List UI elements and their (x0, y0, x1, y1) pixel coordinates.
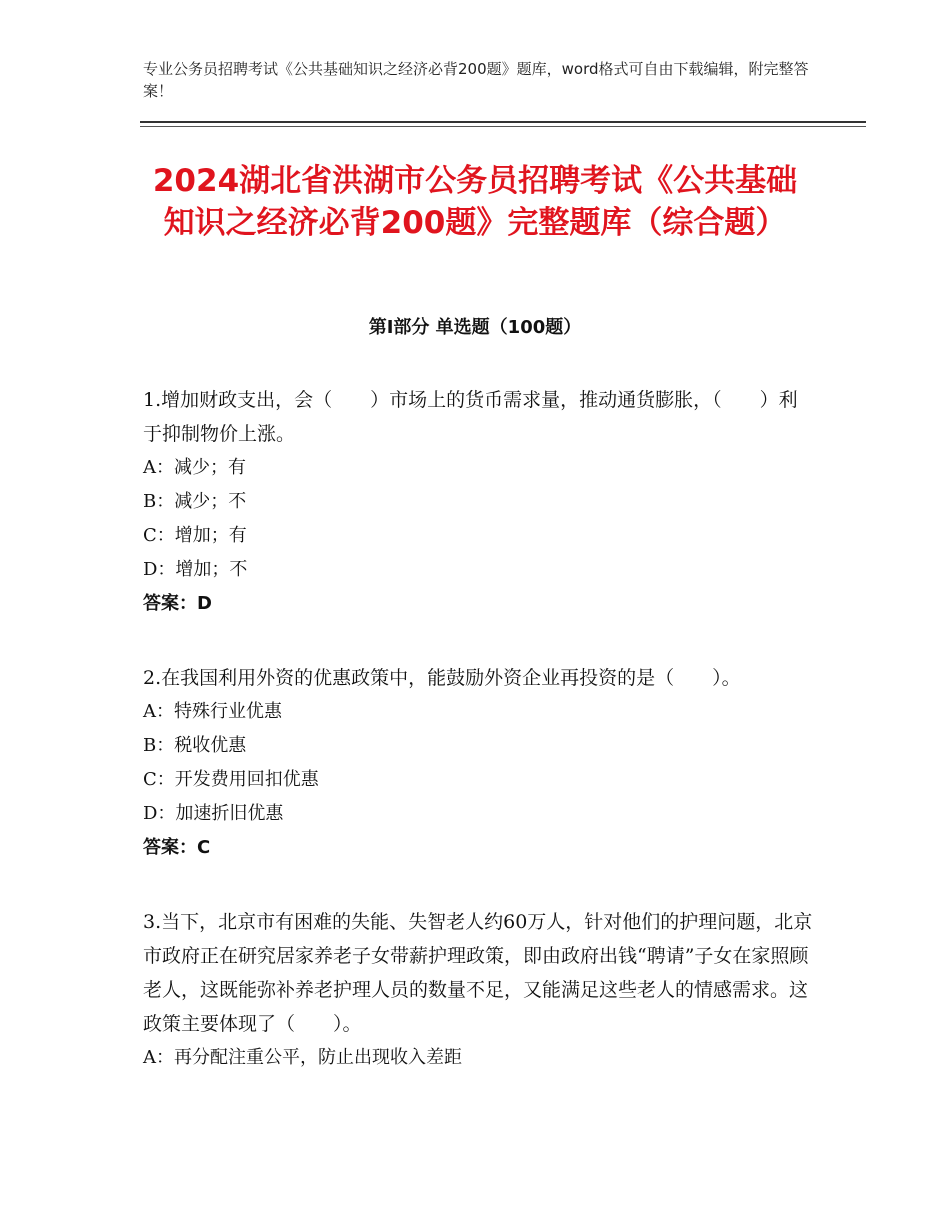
question-1 (143, 383, 813, 621)
question-stem: 2.在我国利用外资的优惠政策中，能鼓励外资企业再投资的是（ ）。 (143, 667, 741, 689)
option-c: C：增加；有 (143, 525, 247, 546)
document-title: 2024湖北省洪湖市公务员招聘考试《公共基础知识之经济必背200题》完整题库（综合题） (152, 163, 798, 241)
answer: 答案：D (143, 593, 212, 614)
option-c: C：开发费用回扣优惠 (143, 769, 319, 790)
header-rule-thin (140, 126, 866, 127)
option-d: D：加速折旧优惠 (143, 803, 284, 824)
option-b: B：减少；不 (143, 491, 247, 512)
option-a: A：特殊行业优惠 (143, 701, 282, 722)
option-d: D：增加；不 (143, 559, 248, 580)
header-rule-thick (140, 121, 866, 123)
answer: 答案：C (143, 837, 211, 858)
option-b: B：税收优惠 (143, 735, 247, 756)
question-stem: 3.当下，北京市有困难的失能、失智老人约60万人，针对他们的护理问题，北京市政府正在研究居家养老子女带薪护理政策，即由政府出钱“聘请”子女在家照顾老人，这既能弥补养老护理人员的数量不足，又能满足这些老人的情感需求。这政策主要体现了（ ）。 (143, 911, 813, 1035)
question-2 (143, 661, 813, 865)
question-3 (143, 905, 813, 1075)
section-heading: 第I部分 单选题（100题） (368, 317, 582, 338)
header-note: 专业公务员招聘考试《公共基础知识之经济必背200题》题库，word格式可自由下载编辑，附完整答案！ (143, 60, 809, 100)
option-a: A：再分配注重公平，防止出现收入差距 (143, 1047, 462, 1068)
question-list (143, 383, 813, 1115)
question-stem: 1.增加财政支出，会（ ）市场上的货币需求量，推动通货膨胀，（ ）利于抑制物价上涨。 (143, 389, 798, 445)
option-a: A：减少；有 (143, 457, 246, 478)
